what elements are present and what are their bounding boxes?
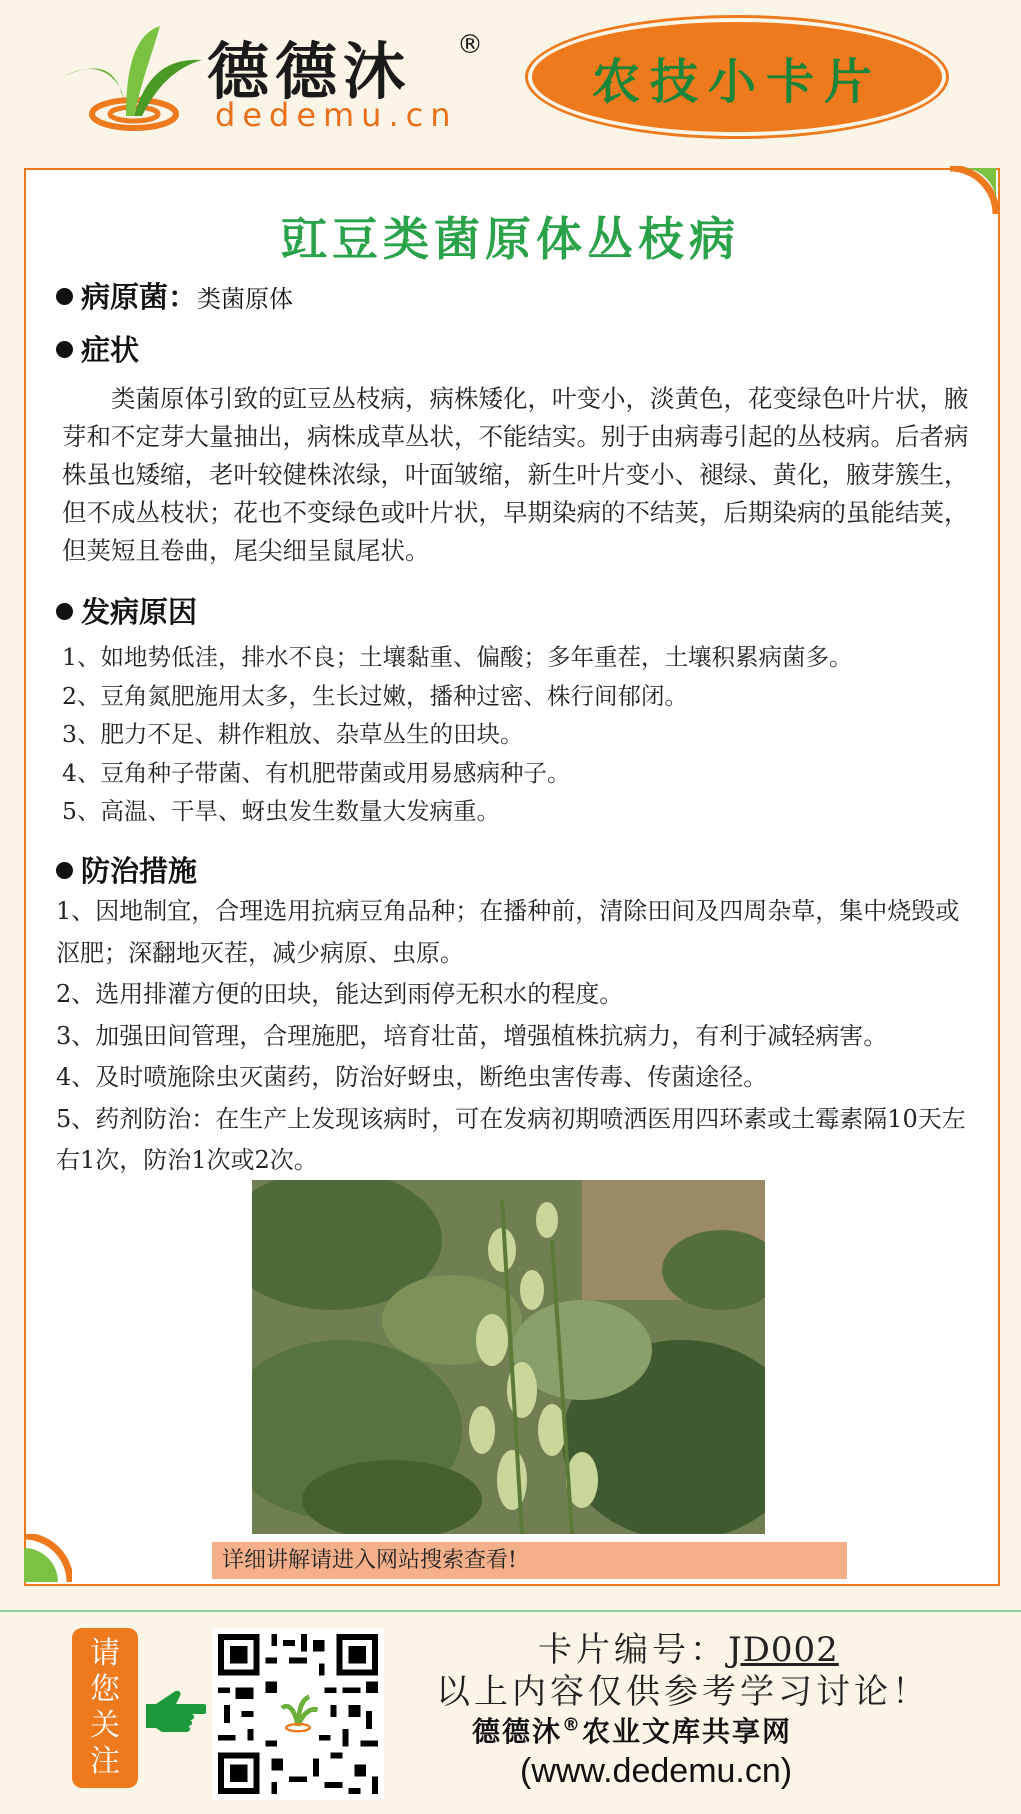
registered-mark: ® xyxy=(457,30,483,60)
pointing-hand-icon xyxy=(142,1684,206,1734)
list-item: 3、加强田间管理，合理施肥，培育壮苗，增强植株抗病力，有利于减轻病害。 xyxy=(56,1021,888,1050)
list-item: 4、及时喷施除虫灭菌药，防治好蚜虫，断绝虫害传毒、传菌途径。 xyxy=(56,1063,768,1091)
list-item: 3、肥力不足、耕作粗放、杂草丛生的田块。 xyxy=(62,720,524,748)
list-item: 1、如地势低洼，排水不良；土壤黏重、偏酸；多年重茬，土壤积累病菌多。 xyxy=(62,643,853,671)
causes-list xyxy=(62,638,982,831)
list-item: 5、高温、干旱、蚜虫发生数量大发病重。 xyxy=(62,797,500,825)
symptoms-heading xyxy=(56,328,139,369)
network-brand: 德德沐 xyxy=(472,1715,563,1748)
brand-name: 德德沐 xyxy=(207,35,412,108)
control-heading-label: 防治措施 xyxy=(81,854,198,888)
follow-char: 请 xyxy=(90,1636,120,1671)
follow-char: 注 xyxy=(90,1744,120,1779)
bullet-icon xyxy=(56,341,73,358)
corner-ornament-icon xyxy=(22,1534,72,1584)
badge-label: 农技小卡片 xyxy=(591,53,882,110)
card-number-label: 卡片编号： xyxy=(538,1630,728,1670)
qr-code-icon[interactable] xyxy=(212,1628,384,1800)
follow-char: 关 xyxy=(90,1708,120,1743)
bullet-icon xyxy=(56,862,73,879)
disease-photo xyxy=(252,1180,765,1534)
follow-us-label xyxy=(72,1628,138,1788)
symptoms-heading-label: 症状 xyxy=(81,333,140,367)
symptoms-text: 类菌原体引致的豇豆丛枝病，病株矮化，叶变小，淡黄色，花变绿色叶片状，腋芽和不定芽大量抽出，病株成草丛状，不能结实。别于由病毒引起的丛枝病。后者病株虽也矮缩，老叶较健株浓绿，叶面皱缩，新生叶片变小、褪绿、黄化，腋芽簇生，但不成丛枝状；花也不变绿色或叶片状，早期染病的不结荚，后期染病的虽能结荚，但荚短且卷曲，尾尖细呈鼠尾状。 xyxy=(62,384,969,565)
dedemu-logo-icon xyxy=(56,24,206,136)
causes-heading xyxy=(56,590,197,631)
card-number-value: JD002 xyxy=(728,1630,839,1670)
list-item: 4、豆角种子带菌、有机肥带菌或用易感病种子。 xyxy=(62,758,571,787)
list-item: 2、选用排灌方便的田块，能达到雨停无积水的程度。 xyxy=(56,980,624,1008)
network-title: 农业文库共享网 xyxy=(582,1715,793,1748)
network-name xyxy=(472,1710,792,1750)
network-registered-mark: ® xyxy=(562,1714,583,1736)
brand-url[interactable]: dedemu.cn xyxy=(215,96,458,134)
bullet-icon xyxy=(56,288,73,305)
list-item: 5、药剂防治：在生产上发现该病时，可在发病初期喷洒医用四环素或土霉素隔10天左右1次，防治1次或2次。 xyxy=(56,1104,966,1174)
causes-heading-label: 发病原因 xyxy=(81,595,198,629)
bullet-icon xyxy=(56,603,73,620)
follow-char: 您 xyxy=(90,1672,120,1707)
site-url-link[interactable]: (www.dedemu.cn) xyxy=(520,1752,793,1790)
more-info-banner[interactable]: 详细讲解请进入网站搜索查看! xyxy=(212,1542,847,1579)
control-list xyxy=(56,891,976,1182)
pathogen-row xyxy=(56,275,293,316)
pathogen-label: 病原菌： xyxy=(81,280,198,314)
list-item: 2、豆角氮肥施用太多，生长过嫩，播种过密、株行间郁闭。 xyxy=(62,681,688,710)
list-item: 1、因地制宜，合理选用抗病豆角品种；在播种前，清除田间及四周杂草，集中烧毁或沤肥；深翻地灭茬，减少病原、虫原。 xyxy=(56,897,960,967)
disclaimer: 以上内容仅供参考学习讨论！ xyxy=(436,1672,930,1712)
pathogen-value: 类菌原体 xyxy=(197,285,294,313)
page-title: 豇豆类菌原体丛枝病 xyxy=(281,212,740,266)
card-type-badge xyxy=(532,22,942,132)
footer-divider xyxy=(0,1610,1021,1612)
control-heading xyxy=(56,849,197,890)
